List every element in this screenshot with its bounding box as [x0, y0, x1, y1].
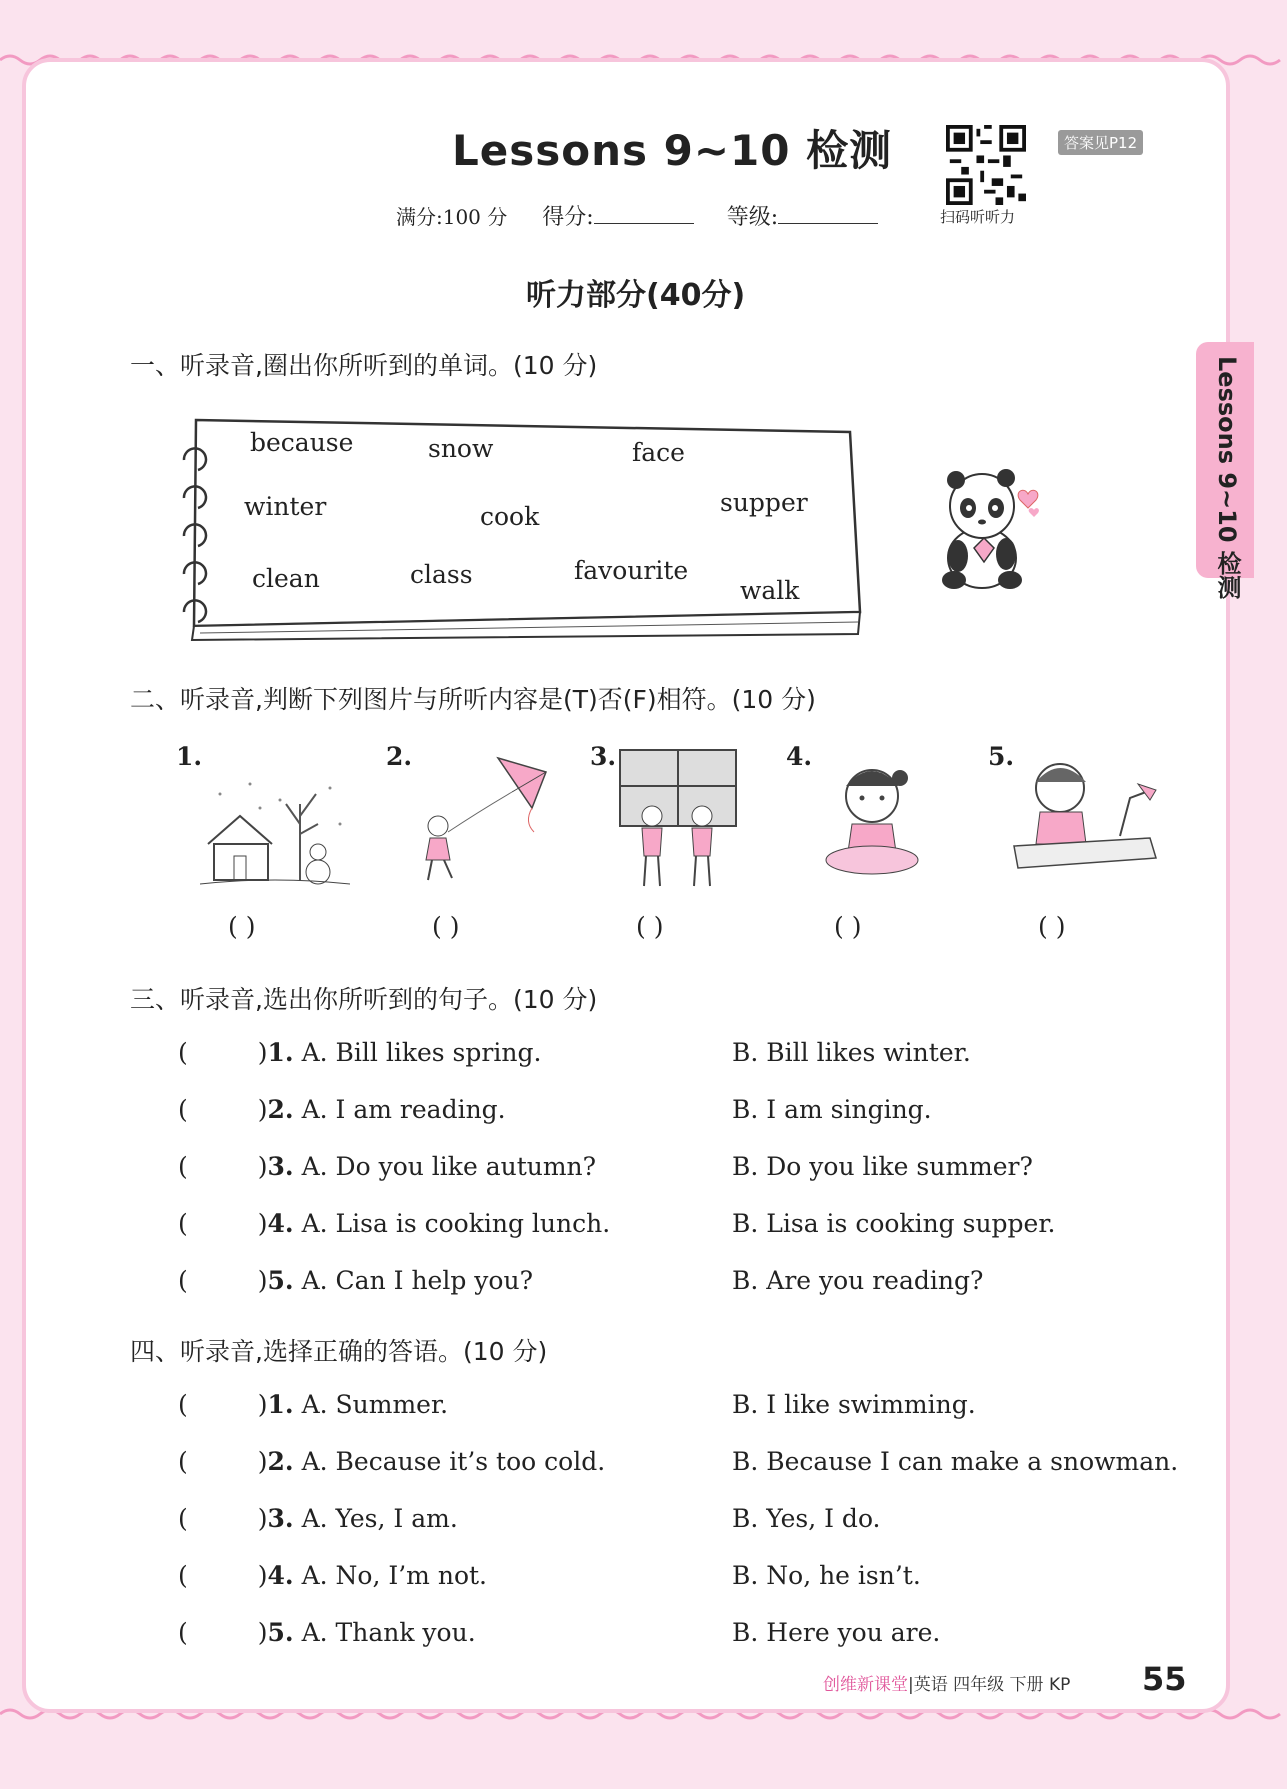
option-a[interactable]: A. Thank you.: [301, 1618, 476, 1647]
grade-label: 等级:: [726, 205, 779, 230]
answer-paren[interactable]: ( ): [178, 1561, 268, 1590]
option-a[interactable]: A. Because it’s too cold.: [301, 1447, 606, 1476]
answer-paren[interactable]: ( ): [834, 912, 862, 941]
answer-paren[interactable]: ( ): [1038, 912, 1066, 941]
full-score: 满分:100 分: [396, 205, 508, 229]
option-a[interactable]: A. Bill likes spring.: [301, 1038, 542, 1067]
option-a[interactable]: A. Can I help you?: [301, 1266, 533, 1295]
answer-badge: 答案见P12: [1058, 130, 1143, 155]
option-a[interactable]: A. Summer.: [301, 1390, 449, 1419]
option-b[interactable]: B. Are you reading?: [732, 1266, 984, 1295]
word-item[interactable]: snow: [428, 434, 494, 463]
footer: [823, 1670, 1070, 1695]
q4-row: ( )3. A. Yes, I am.: [178, 1504, 458, 1533]
word-item[interactable]: because: [250, 428, 354, 457]
girl-washing-picture: [816, 756, 946, 886]
option-b[interactable]: B. I am singing.: [732, 1095, 932, 1124]
option-a[interactable]: A. Do you like autumn?: [301, 1152, 597, 1181]
option-b[interactable]: B. Here you are.: [732, 1618, 941, 1647]
word-item[interactable]: face: [632, 438, 685, 467]
grade-blank[interactable]: [778, 205, 878, 224]
side-tab: [1196, 342, 1254, 599]
picture-number: 5.: [988, 742, 1015, 771]
option-a[interactable]: A. I am reading.: [301, 1095, 506, 1124]
footer-info: |英语 四年级 下册 KP: [908, 1675, 1071, 1695]
score-blank[interactable]: [594, 205, 694, 224]
q3-row: ( )3. A. Do you like autumn?: [178, 1152, 597, 1181]
answer-paren[interactable]: ( ): [178, 1038, 268, 1067]
panda-illustration: [938, 464, 1050, 594]
word-item[interactable]: clean: [252, 564, 320, 593]
word-item[interactable]: supper: [720, 488, 808, 517]
answer-paren[interactable]: ( ): [178, 1152, 268, 1181]
q4-row: ( )2. A. Because it’s too cold.: [178, 1447, 606, 1476]
score-label: 得分:: [542, 205, 594, 230]
answer-paren[interactable]: ( ): [432, 912, 460, 941]
word-item[interactable]: favourite: [574, 556, 689, 585]
option-b[interactable]: B. Bill likes winter.: [732, 1038, 971, 1067]
footer-brand: 创维新课堂: [823, 1675, 908, 1695]
q4-row: ( )5. A. Thank you.: [178, 1618, 476, 1647]
answer-paren[interactable]: ( ): [178, 1618, 268, 1647]
word-item[interactable]: walk: [740, 576, 800, 605]
word-item[interactable]: cook: [480, 502, 540, 531]
option-b[interactable]: B. No, he isn’t.: [732, 1561, 921, 1590]
snowy-house-picture: [200, 764, 350, 894]
q4-heading: 四、听录音,选择正确的答语。(10 分): [130, 1337, 548, 1366]
answer-paren[interactable]: ( ): [178, 1504, 268, 1533]
q3-row: ( )2. A. I am reading.: [178, 1095, 506, 1124]
answer-paren[interactable]: ( ): [178, 1095, 268, 1124]
answer-paren[interactable]: ( ): [178, 1266, 268, 1295]
answer-paren[interactable]: ( ): [178, 1447, 268, 1476]
picture-number: 1.: [176, 742, 203, 771]
word-item[interactable]: class: [410, 560, 473, 589]
picture-number: 3.: [590, 742, 617, 771]
answer-paren[interactable]: ( ): [178, 1209, 268, 1238]
q3-heading: 三、听录音,选出你所听到的句子。(10 分): [130, 985, 598, 1014]
option-b[interactable]: B. I like swimming.: [732, 1390, 976, 1419]
q1-heading: 一、听录音,圈出你所听到的单词。(10 分): [130, 351, 598, 380]
q3-row: ( )1. A. Bill likes spring.: [178, 1038, 542, 1067]
q4-row: ( )4. A. No, I’m not.: [178, 1561, 487, 1590]
girl-flying-kite-picture: [408, 752, 558, 892]
option-b[interactable]: B. Yes, I do.: [732, 1504, 881, 1533]
kids-cleaning-window-picture: [616, 746, 746, 892]
option-a[interactable]: A. No, I’m not.: [301, 1561, 487, 1590]
q4-row: ( )1. A. Summer.: [178, 1390, 449, 1419]
option-a[interactable]: A. Lisa is cooking lunch.: [301, 1209, 611, 1238]
q3-row: ( )4. A. Lisa is cooking lunch.: [178, 1209, 611, 1238]
q3-row: ( )5. A. Can I help you?: [178, 1266, 533, 1295]
option-b[interactable]: B. Lisa is cooking supper.: [732, 1209, 1056, 1238]
answer-paren[interactable]: ( ): [178, 1390, 268, 1419]
page-title: Lessons 9~10 检测: [452, 126, 893, 175]
side-tab-label: Lessons 9~10 检测: [1213, 356, 1241, 599]
qr-caption: 扫码听听力: [940, 208, 1016, 226]
answer-paren[interactable]: ( ): [228, 912, 256, 941]
q2-heading: 二、听录音,判断下列图片与所听内容是(T)否(F)相符。(10 分): [130, 685, 816, 714]
answer-paren[interactable]: ( ): [636, 912, 664, 941]
score-row: [396, 200, 904, 231]
section-title: 听力部分(40分): [526, 278, 746, 313]
page-number: 55: [1142, 1660, 1187, 1698]
picture-number: 2.: [386, 742, 413, 771]
picture-number: 4.: [786, 742, 813, 771]
option-b[interactable]: B. Do you like summer?: [732, 1152, 1033, 1181]
option-b[interactable]: B. Because I can make a snowman.: [732, 1447, 1179, 1476]
boy-writing-picture: [1010, 752, 1160, 886]
word-item[interactable]: winter: [244, 492, 327, 521]
option-a[interactable]: A. Yes, I am.: [301, 1504, 458, 1533]
qr-code-icon: [946, 125, 1026, 205]
